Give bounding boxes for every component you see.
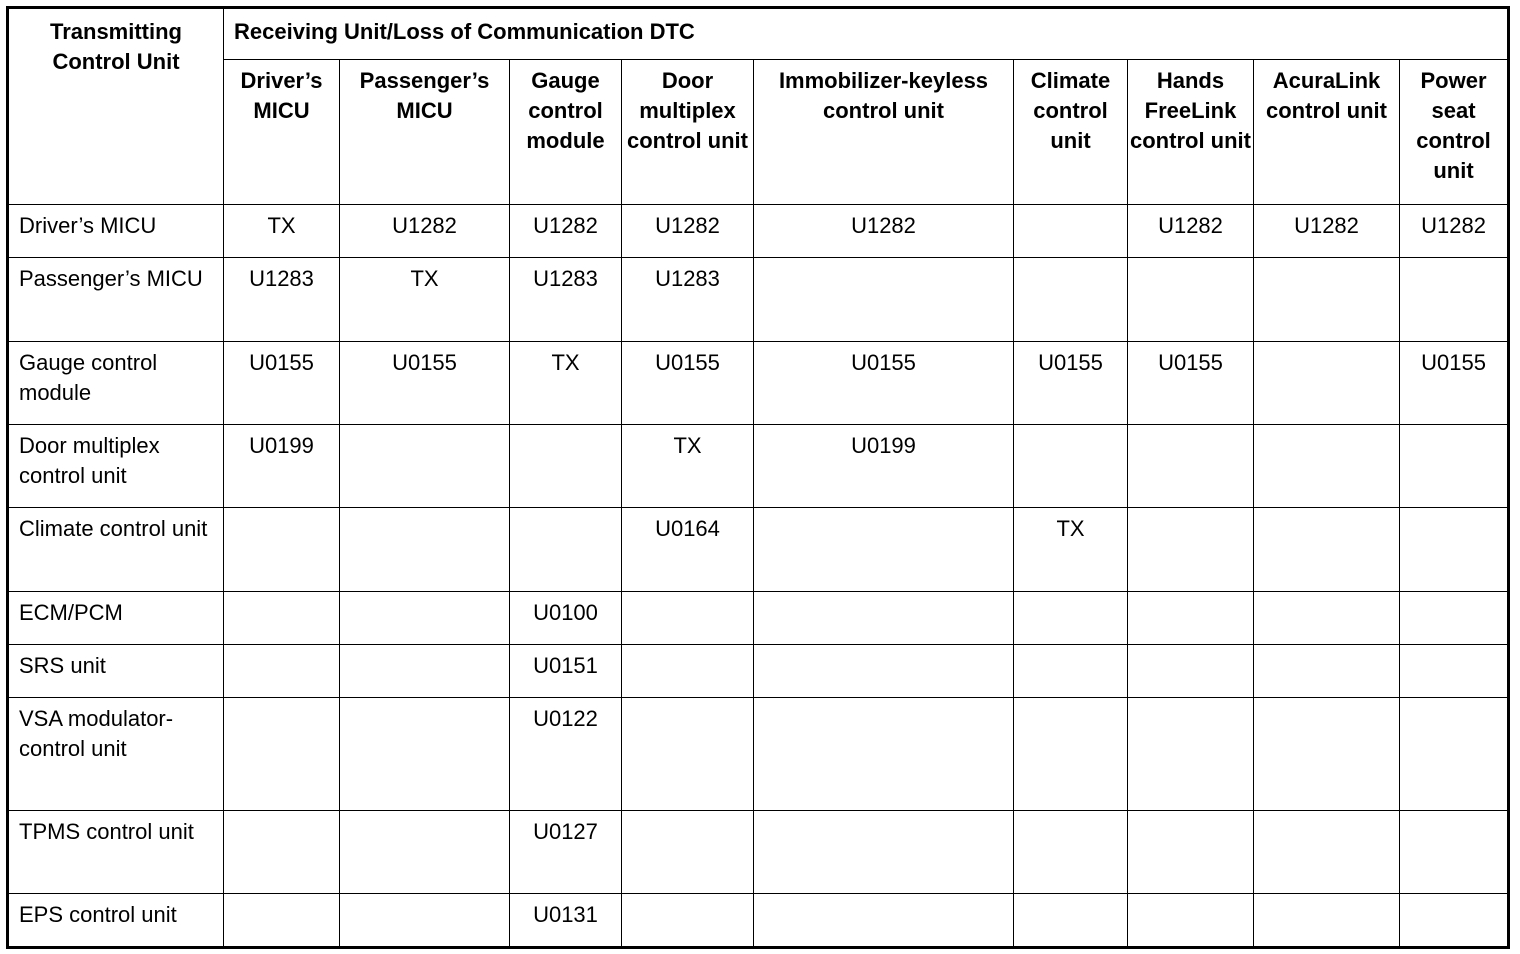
dtc-table (6, 6, 1510, 949)
table-cell (224, 894, 340, 948)
table-cell (1128, 698, 1254, 811)
row-header: Gauge control module (8, 342, 224, 425)
table-cell (224, 811, 340, 894)
table-cell (754, 894, 1014, 948)
table-row (8, 592, 1509, 645)
table-cell (1014, 645, 1128, 698)
column-header: Immobilizer-keyless control unit (754, 60, 1014, 205)
table-cell (1014, 811, 1128, 894)
table-cell (1254, 894, 1400, 948)
table-cell (1014, 894, 1128, 948)
table-cell: U0164 (622, 508, 754, 592)
table-cell (1128, 894, 1254, 948)
table-cell: U0155 (754, 342, 1014, 425)
table-cell: U1282 (1400, 205, 1509, 258)
table-cell (1254, 342, 1400, 425)
table-cell (1254, 811, 1400, 894)
table-cell (340, 592, 510, 645)
receiving-unit-header: Receiving Unit/Loss of Communication DTC (224, 8, 1509, 60)
table-cell: U1282 (622, 205, 754, 258)
row-header: SRS unit (8, 645, 224, 698)
table-cell (622, 698, 754, 811)
table-cell: TX (622, 425, 754, 508)
table-cell (1400, 258, 1509, 342)
table-cell (340, 811, 510, 894)
table-cell (224, 698, 340, 811)
row-header: Climate control unit (8, 508, 224, 592)
table-cell: U1282 (754, 205, 1014, 258)
table-cell (1014, 205, 1128, 258)
table-row (8, 894, 1509, 948)
dtc-table-body (8, 205, 1509, 948)
table-cell (510, 508, 622, 592)
column-header: Driver’s MICU (224, 60, 340, 205)
table-row (8, 508, 1509, 592)
table-row (8, 342, 1509, 425)
table-cell: U0151 (510, 645, 622, 698)
table-cell (510, 425, 622, 508)
table-cell: U0131 (510, 894, 622, 948)
table-cell (1254, 698, 1400, 811)
column-header: Hands FreeLink control unit (1128, 60, 1254, 205)
table-cell (1014, 592, 1128, 645)
table-cell (754, 645, 1014, 698)
table-cell (1254, 508, 1400, 592)
table-cell: U0155 (224, 342, 340, 425)
table-cell: U0155 (622, 342, 754, 425)
table-cell (1014, 425, 1128, 508)
table-cell: U0155 (340, 342, 510, 425)
table-cell (1400, 811, 1509, 894)
table-cell: TX (340, 258, 510, 342)
column-header: Passenger’s MICU (340, 60, 510, 205)
table-row (8, 425, 1509, 508)
row-header: Driver’s MICU (8, 205, 224, 258)
table-cell (622, 811, 754, 894)
table-cell (1128, 592, 1254, 645)
row-header: VSA modulator-control unit (8, 698, 224, 811)
table-cell (340, 645, 510, 698)
table-cell (224, 592, 340, 645)
row-header: ECM/PCM (8, 592, 224, 645)
table-cell: U0199 (224, 425, 340, 508)
table-cell: TX (1014, 508, 1128, 592)
table-cell: U1283 (622, 258, 754, 342)
table-cell (1400, 508, 1509, 592)
table-cell: U1282 (510, 205, 622, 258)
table-cell (622, 645, 754, 698)
row-header: EPS control unit (8, 894, 224, 948)
table-cell (754, 258, 1014, 342)
table-cell: U0100 (510, 592, 622, 645)
table-cell: U0155 (1400, 342, 1509, 425)
table-cell (1014, 258, 1128, 342)
column-header: Door multiplex control unit (622, 60, 754, 205)
table-cell: TX (510, 342, 622, 425)
row-header: TPMS control unit (8, 811, 224, 894)
table-row (8, 258, 1509, 342)
table-cell (1128, 258, 1254, 342)
table-cell: U0155 (1128, 342, 1254, 425)
table-cell: U1282 (1128, 205, 1254, 258)
table-cell (1400, 645, 1509, 698)
table-cell (224, 645, 340, 698)
column-header: Climate control unit (1014, 60, 1128, 205)
table-cell (1400, 698, 1509, 811)
table-cell: U1282 (1254, 205, 1400, 258)
transmitting-unit-header: Transmitting Control Unit (8, 8, 224, 205)
table-cell: U0127 (510, 811, 622, 894)
table-cell (1128, 811, 1254, 894)
table-row (8, 645, 1509, 698)
table-cell (1254, 592, 1400, 645)
table-cell (1014, 698, 1128, 811)
table-cell (1128, 425, 1254, 508)
table-cell (340, 508, 510, 592)
table-cell (1254, 258, 1400, 342)
table-cell (340, 425, 510, 508)
row-header: Passenger’s MICU (8, 258, 224, 342)
table-row (8, 205, 1509, 258)
table-cell (754, 811, 1014, 894)
table-cell (754, 698, 1014, 811)
table-cell: U0155 (1014, 342, 1128, 425)
table-row (8, 811, 1509, 894)
table-cell (1400, 592, 1509, 645)
table-row (8, 698, 1509, 811)
table-cell: U1282 (340, 205, 510, 258)
table-cell (1254, 645, 1400, 698)
table-cell (340, 698, 510, 811)
row-header: Door multiplex control unit (8, 425, 224, 508)
table-cell (1400, 425, 1509, 508)
table-cell (754, 508, 1014, 592)
table-cell: U1283 (224, 258, 340, 342)
table-cell (224, 508, 340, 592)
table-cell (1128, 508, 1254, 592)
column-header: AcuraLink control unit (1254, 60, 1400, 205)
table-cell (754, 592, 1014, 645)
column-header: Gauge control module (510, 60, 622, 205)
table-cell (622, 894, 754, 948)
table-cell (1128, 645, 1254, 698)
table-cell: U0122 (510, 698, 622, 811)
table-cell (340, 894, 510, 948)
table-cell: U1283 (510, 258, 622, 342)
table-cell (1254, 425, 1400, 508)
table-cell: TX (224, 205, 340, 258)
column-header: Power seat control unit (1400, 60, 1509, 205)
table-cell (1400, 894, 1509, 948)
table-cell: U0199 (754, 425, 1014, 508)
table-cell (622, 592, 754, 645)
